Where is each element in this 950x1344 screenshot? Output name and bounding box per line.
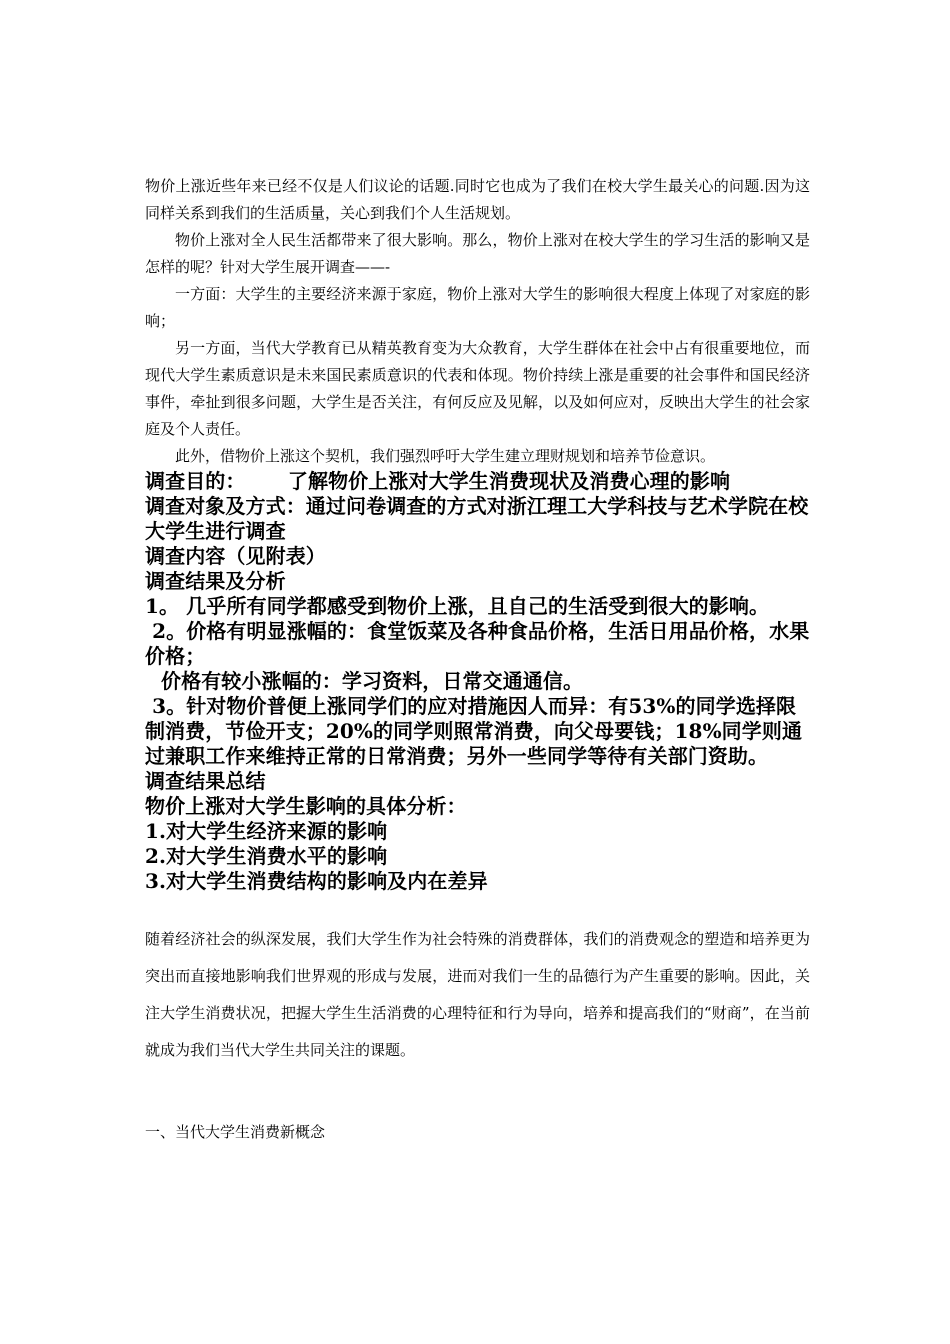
intro-paragraph-2: 物价上涨对全人民生活都带来了很大影响。那么，物价上涨对在校大学生的学习生活的影响又是怎样的呢？针对大学生展开调查——-: [145, 231, 810, 276]
survey-purpose: 调查目的： 了解物价上涨对大学生消费现状及消费心理的影响: [145, 469, 731, 493]
survey-content: 调查内容（见附表）: [145, 544, 326, 568]
analysis-item-1: 1.对大学生经济来源的影响: [145, 819, 388, 843]
survey-summary-heading: 调查结果总结: [145, 769, 266, 793]
survey-analysis-heading: 物价上涨对大学生影响的具体分析：: [145, 794, 467, 818]
intro-paragraph-5: 此外，借物价上涨这个契机，我们强烈呼吁大学生建立理财规划和培养节俭意识。: [175, 447, 716, 465]
closing-section: [145, 921, 810, 1069]
survey-results-heading: 调查结果及分析: [145, 569, 286, 593]
survey-section: [145, 469, 810, 894]
intro-paragraph-1: 物价上涨近些年来已经不仅是人们议论的话题.同时它也成为了我们在校大学生最关心的问题.因为这同样关系到我们的生活质量，关心到我们个人生活规划。: [145, 177, 810, 222]
closing-paragraph: 随着经济社会的纵深发展，我们大学生作为社会特殊的消费群体，我们的消费观念的塑造和培养更为突出而直接地影响我们世界观的形成与发展，进而对我们一生的品德行为产生重要的影响。因此，关注大学生消费状况，把握大学生生活消费的心理特征和行为导向，培养和提高我们的“财商”，在当前就成为我们当代大学生共同关注的课题。: [145, 930, 810, 1059]
analysis-item-3: 3.对大学生消费结构的影响及内在差异: [145, 869, 488, 893]
intro-paragraph-3: 一方面：大学生的主要经济来源于家庭，物价上涨对大学生的影响很大程度上体现了对家庭的影响；: [145, 285, 810, 330]
survey-method: 调查对象及方式：通过问卷调查的方式对浙江理工大学科技与艺术学院在校大学生进行调查: [145, 494, 809, 543]
survey-result-1: 1。 几乎所有同学都感受到物价上涨，且自己的生活受到很大的影响。: [145, 594, 770, 618]
document-page: [145, 173, 810, 1143]
survey-result-3: 3。针对物价普便上涨同学们的应对措施因人而异：有53%的同学选择限制消费，节俭开支；20%的同学则照常消费，向父母要钱；18%同学则通过兼职工作来维持正常的日常消费；另外一些同学等待有关部门资助。: [145, 694, 803, 768]
intro-section: [145, 173, 810, 470]
survey-result-2b: 价格有较小涨幅的：学习资料，日常交通通信。: [161, 669, 584, 693]
survey-result-2: 2。价格有明显涨幅的：食堂饭菜及各种食品价格，生活日用品价格，水果价格；: [145, 619, 810, 668]
analysis-item-2: 2.对大学生消费水平的影响: [145, 844, 388, 868]
intro-paragraph-4: 另一方面，当代大学教育已从精英教育变为大众教育，大学生群体在社会中占有很重要地位，而现代大学生素质意识是未来国民素质意识的代表和体现。物价持续上涨是重要的社会事件和国民经济事件，牵扯到很多问题，大学生是否关注，有何反应及见解，以及如何应对，反映出大学生的社会家庭及个人责任。: [145, 339, 810, 438]
section-1-heading: 一、当代大学生消费新概念: [145, 1123, 326, 1141]
